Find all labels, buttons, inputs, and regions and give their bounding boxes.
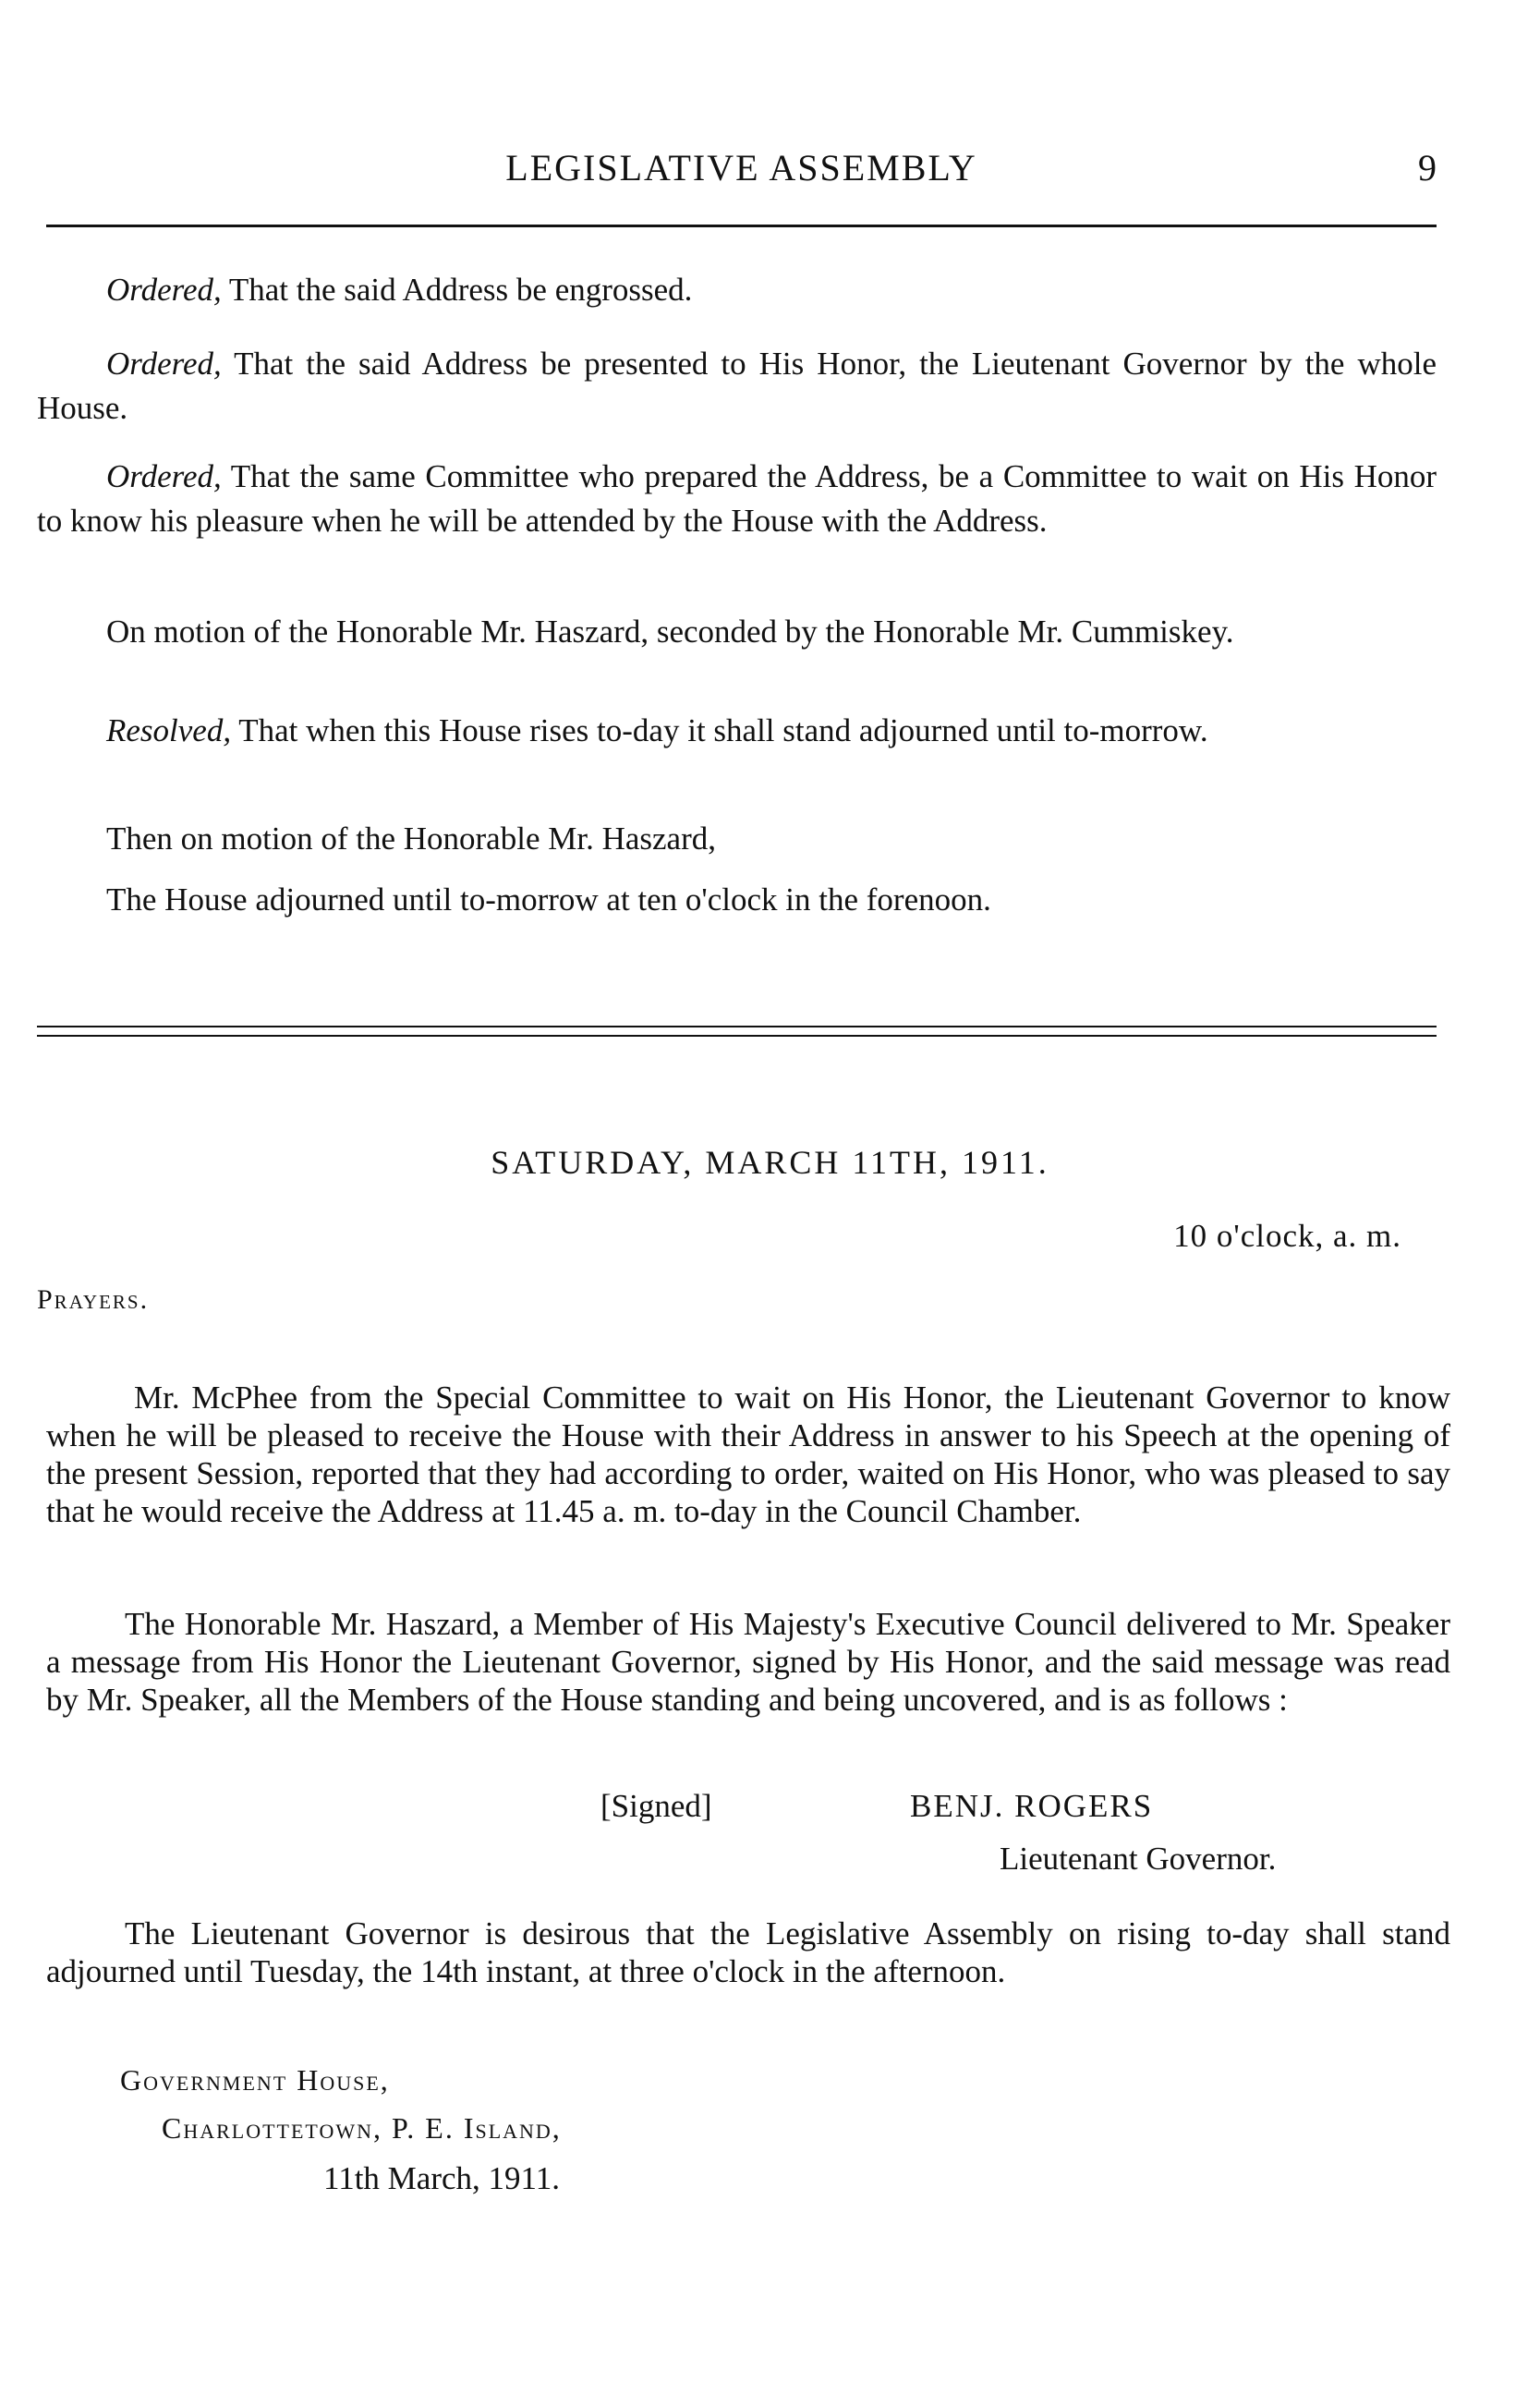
signer-title: Lieutenant Governor. (1000, 1841, 1277, 1877)
page-number: 9 (1418, 147, 1437, 188)
page-title: LEGISLATIVE ASSEMBLY (505, 147, 977, 188)
paragraph-motion (37, 610, 1437, 654)
paragraph-lead: Ordered, (106, 346, 222, 382)
address-line-2: Charlottetown, P. E. Island, (162, 2111, 562, 2145)
paragraph-lead: Resolved, (106, 712, 232, 748)
paragraph-text: That the said Address be engrossed. (221, 272, 693, 308)
paragraph-text: That when this House rises to-day it shall stand adjourned until to-morrow. (231, 712, 1208, 748)
prayers-heading: Prayers. (37, 1284, 150, 1315)
paragraph-adjournment-message (46, 1915, 1450, 1990)
paragraph-text: Then on motion of the Honorable Mr. Haszard, (106, 821, 716, 857)
paragraph-text: The Lieutenant Governor is desirous that the Legislative Assembly on rising to-day shall stand adjourned until Tuesday, the 14th instant, at three o'clock in the afternoon. (46, 1915, 1450, 1989)
header-rule (46, 225, 1437, 227)
address-date: 11th March, 1911. (323, 2160, 560, 2196)
paragraph-ordered-committee (37, 455, 1437, 543)
sitting-time: 10 o'clock, a. m. (1173, 1218, 1401, 1254)
paragraph-text: That the said Address be presented to His Honor, the Lieutenant Governor by the whole House. (37, 346, 1437, 426)
paragraph-text: The House adjourned until to-morrow at ten o'clock in the forenoon. (106, 881, 991, 918)
section-divider (37, 1026, 1437, 1037)
paragraph-lead: Ordered, (106, 272, 222, 308)
page-header (46, 146, 1437, 192)
paragraph-resolved (37, 709, 1437, 753)
paragraph-then-motion (37, 817, 1437, 861)
address-line-1: Government House, (120, 2063, 390, 2097)
paragraph-ordered-engrossed (37, 268, 1437, 312)
paragraph-ordered-presented (37, 342, 1437, 431)
paragraph-text: On motion of the Honorable Mr. Haszard, seconded by the Honorable Mr. Cummiskey. (106, 614, 1234, 650)
paragraph-lead: Ordered, (106, 458, 222, 494)
paragraph-text: Mr. McPhee from the Special Committee to wait on His Honor, the Lieutenant Governor to know when he will be pleased to receive the House with their Address in answer to his Speech at the opening of the present Session, reported that they had according to order, waited on His Honor, who was pleased to say that he would receive the Address at 11.45 a. m. to-day in the Council Chamber. (46, 1380, 1450, 1529)
paragraph-message (46, 1605, 1450, 1719)
signer-name: BENJ. ROGERS (910, 1788, 1154, 1824)
paragraph-text: That the same Committee who prepared the Address, be a Committee to wait on His Honor to know his pleasure when he will be attended by the House with the Address. (37, 458, 1437, 539)
sitting-date: SATURDAY, MARCH 11TH, 1911. (491, 1144, 1049, 1181)
paragraph-committee-report (46, 1379, 1450, 1530)
paragraph-text: The Honorable Mr. Haszard, a Member of His Majesty's Executive Council delivered to Mr. Speaker a message from His Honor the Lieutenant Governor, signed by His Honor, and the said message was read by Mr. Speaker, all the Members of the House standing and being uncovered, and is as follows : (46, 1606, 1450, 1718)
paragraph-adjourned (37, 878, 1437, 922)
signed-label: [Signed] (600, 1788, 712, 1824)
